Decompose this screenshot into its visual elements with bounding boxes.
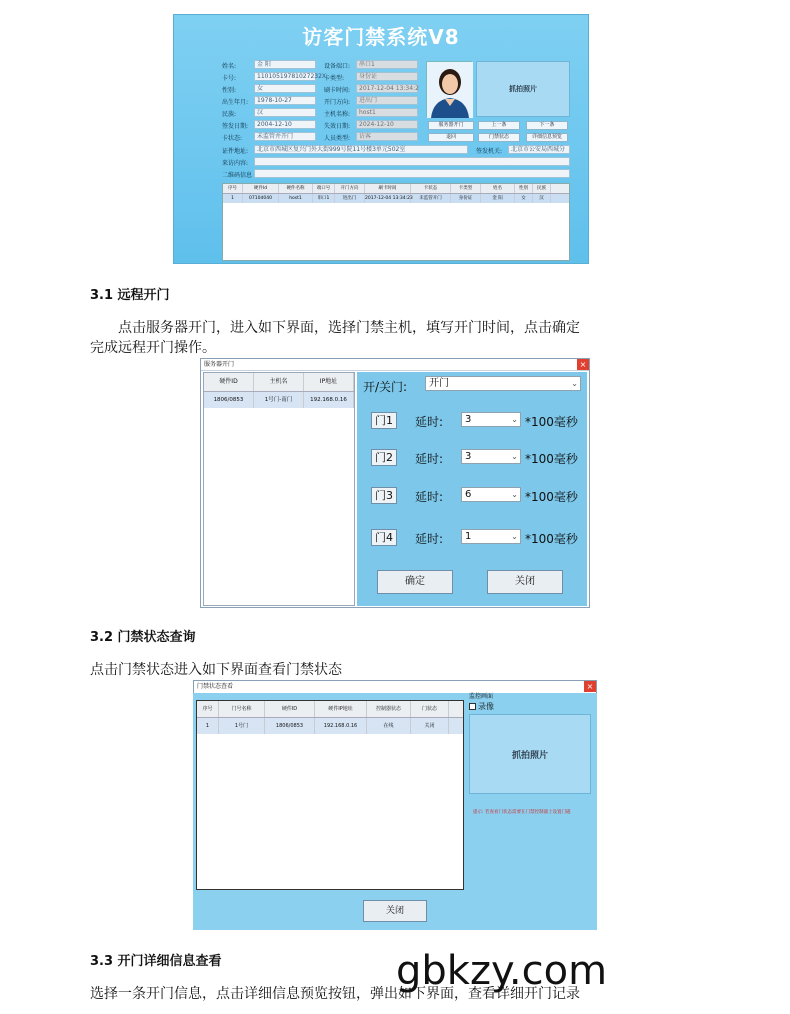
door1-button[interactable]: 门1 [371,412,397,429]
gender-field: 女 [254,84,316,93]
name-field: 金 阳 [254,60,316,69]
chevron-down-icon: ⌄ [511,415,518,424]
issuer-label: 签发机关: [476,148,503,155]
address-field: 北京市西城区复兴门外大街999号院11号楼3单元502室 [254,145,468,154]
prev-button[interactable]: 上一条 [478,121,520,130]
host-list[interactable] [203,372,355,606]
capture-photo-box: 抓拍照片 [469,714,591,794]
status-header-cell: 序号 [197,701,219,717]
open-settings-panel [357,372,587,606]
door3-button[interactable]: 门3 [371,487,397,504]
grid-cell: 进出门 [335,194,365,203]
dialog-title: 门禁状态查看 [197,683,234,690]
status-cell: 关闭 [411,718,449,734]
close-button[interactable]: 关闭 [363,900,427,922]
grid-header-cell: 民族 [533,184,551,193]
grid-cell: 串口1 [313,194,335,203]
confirm-button[interactable]: 确定 [377,570,453,594]
delay-label: 延时: [415,452,444,466]
door4-delay-value: 1 [465,531,472,542]
issue-date-field: 2004-12-10 [254,120,316,129]
paragraph-line: 选择一条开门信息，点击详细信息预览按钮，弹出如下界面，查看详细开门记录 [90,986,580,1002]
id-photo [426,61,472,117]
grid-header-cell: 端口号 [313,184,335,193]
status-cell: 1806/0853 [265,718,315,734]
address-label: 证件地址: [222,148,249,155]
door1-delay-select[interactable] [461,412,521,427]
close-button[interactable]: 关闭 [487,570,563,594]
host-cell: 192.168.0.16 [304,392,354,408]
grid-header-cell: 刷卡时间 [365,184,411,193]
door3-delay-select[interactable] [461,487,521,502]
delay-unit: *100毫秒 [525,452,578,466]
status-header-cell: 硬件IP地址 [315,701,367,717]
grid-header-cell: 硬件Id [243,184,279,193]
status-cell: 在线 [367,718,411,734]
grid-header-cell: 序号 [223,184,243,193]
chevron-down-icon: ⌄ [571,379,578,388]
host-cell: 1号门-南门 [254,392,304,408]
field-label: 设备端口: [324,63,351,70]
dialog-titlebar [201,359,589,371]
status-cell: 1号门 [219,718,265,734]
visitor-system-title: 访客门禁系统V8 [302,25,460,49]
detail-preview-button[interactable]: 详细信息预览 [526,133,568,142]
field-label: 主机名称: [324,111,351,118]
field-label: 民族: [222,111,237,118]
grid-header-cell: 卡状态 [411,184,451,193]
status-hint: 提示: 若查看门状态需要在门禁控制器上设置门磁 [473,810,571,815]
chevron-down-icon: ⌄ [511,532,518,541]
grid-header [223,184,569,194]
card-number-field: 11010519781027232X [254,72,316,81]
grid-header-cell: 姓名 [481,184,515,193]
visit-content-field[interactable] [254,157,570,166]
card-type-field: 身份证 [356,72,418,81]
delay-label: 延时: [415,490,444,504]
record-checkbox[interactable] [469,701,494,712]
field-label: 出生年月: [222,99,249,106]
paragraph-line: 点击门禁状态进入如下界面查看门禁状态 [90,662,342,678]
mode-select[interactable] [425,376,581,391]
swipe-record-grid[interactable] [222,183,570,261]
section-heading-open-detail: 3.3 开门详细信息查看 [90,954,222,969]
delay-unit: *100毫秒 [525,490,578,504]
door2-delay-value: 3 [465,451,472,462]
delay-label: 延时: [415,532,444,546]
field-label: 人员类型: [324,135,351,142]
dialog-titlebar [194,681,596,693]
checkbox-icon [469,703,476,710]
status-header-cell: 门号名称 [219,701,265,717]
chevron-down-icon: ⌄ [511,452,518,461]
swipe-time-field: 2017-12-04 13:34:2 [356,84,418,93]
host-cell: 1806/0853 [204,392,254,408]
record-label: 录像 [478,702,494,711]
chevron-down-icon: ⌄ [511,490,518,499]
section-heading-remote-open: 3.1 远程开门 [90,288,170,303]
grid-cell: 0710d040 [243,194,279,203]
door2-button[interactable]: 门2 [371,449,397,466]
birthdate-field: 1978-10-27 [254,96,316,105]
host-list-header [204,373,354,392]
close-icon[interactable]: × [577,359,589,370]
host-list-header-cell: 硬件ID [204,373,254,391]
paragraph-line: 完成远程开门操作。 [90,340,216,356]
grid-cell: 1 [223,194,243,203]
host-list-header-cell: 主机名 [254,373,304,391]
delay-label: 延时: [415,415,444,429]
monitor-label: 监控画面 [469,693,494,700]
grid-cell: 金 阳 [481,194,515,203]
delay-unit: *100毫秒 [525,532,578,546]
qr-field[interactable] [254,169,570,178]
portrait-icon [427,62,473,118]
server-open-button[interactable]: 服务器开门 [428,121,474,130]
field-label: 卡状态: [222,135,243,142]
grid-cell: 未监管开门 [411,194,451,203]
paragraph-line: 点击服务器开门，进入如下界面，选择门禁主机，填写开门时间，点击确定 [118,320,580,336]
grid-cell: 2017-12-04 13:34:23 [365,196,413,201]
mode-label: 开/关门: [363,380,408,394]
door4-button[interactable]: 门4 [371,529,397,546]
capture-photo-box: 抓拍照片 [476,61,570,117]
mode-select-value: 开门 [429,378,449,389]
door1-delay-value: 3 [465,414,472,425]
grid-header-cell: 卡类型 [451,184,481,193]
grid-header-cell: 性别 [515,184,533,193]
grid-header-cell: 开门方向 [335,184,365,193]
grid-header-cell: 硬件名称 [279,184,313,193]
section-heading-door-status: 3.2 门禁状态查询 [90,630,196,645]
table-row[interactable] [223,194,569,203]
dialog-title: 服务器开门 [204,361,235,368]
next-button[interactable]: 下一条 [526,121,568,130]
door-status-dialog [193,680,597,693]
status-header-cell: 控制器状态 [367,701,411,717]
field-label: 签发日期: [222,123,249,130]
status-header-cell: 门状态 [411,701,449,717]
delay-unit: *100毫秒 [525,415,578,429]
door-status-grid[interactable] [196,700,464,890]
visitor-system-screenshot [173,14,589,264]
device-port-field: 串口1 [356,60,418,69]
close-icon[interactable]: × [584,681,596,692]
grid-cell: 女 [515,194,533,203]
person-type-field: 访客 [356,132,418,141]
field-label: 开门方向: [324,99,351,106]
visit-content-label: 来访内容: [222,160,249,167]
host-name-field: host1 [356,108,418,117]
ethnicity-field: 汉 [254,108,316,117]
grid-cell: 汉 [533,194,551,203]
door4-delay-select[interactable] [461,529,521,544]
qr-label: 二维码信息 [222,172,253,179]
status-cell: 1 [197,718,219,734]
door-status-button[interactable]: 门禁状态 [478,133,520,142]
watermark: gbkzy.com [396,948,608,994]
table-row[interactable] [197,718,463,734]
field-label: 刷卡时间: [324,87,351,94]
field-label: 卡类型: [324,75,345,82]
card-status-field: 未监管并开门 [254,132,316,141]
status-header-cell: 硬件ID [265,701,315,717]
field-label: 卡号: [222,75,237,82]
field-label: 姓名: [222,63,237,70]
door-status-panel [193,693,597,930]
door3-delay-value: 6 [465,489,472,500]
host-list-header-cell: IP地址 [304,373,354,391]
issuer-field: 北京市公安局西城分 [508,145,570,154]
back-button[interactable]: 退回 [428,133,474,142]
door2-delay-select[interactable] [461,449,521,464]
field-label: 性别: [222,87,237,94]
field-label: 失效日期: [324,123,351,130]
grid-cell: 身份证 [451,194,481,203]
status-grid-header [197,701,463,718]
open-direction-field: 进出门 [356,96,418,105]
status-cell: 192.168.0.16 [315,718,367,734]
table-row[interactable] [204,392,354,408]
expiry-date-field: 2024-12-10 [356,120,418,129]
grid-cell: host1 [279,194,313,203]
